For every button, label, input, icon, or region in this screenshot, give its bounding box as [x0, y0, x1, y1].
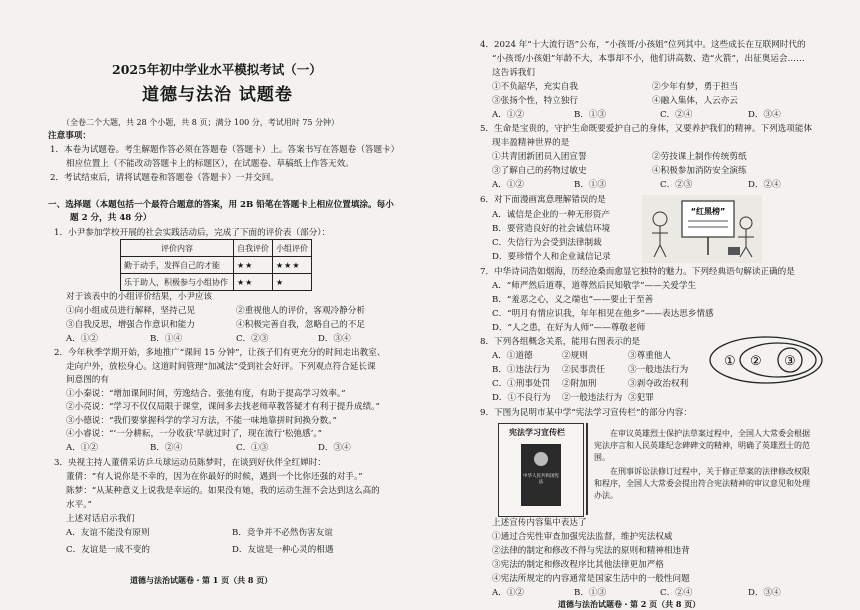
- option: ①不负韶华，充实自我: [492, 82, 578, 92]
- option: ③了解自己的药物过敏史: [492, 166, 587, 176]
- question-stem: 1．小尹参加学校开展的社会实践活动后，完成了下面的评价表（部分）：: [54, 228, 331, 238]
- question-line: 现丰盈精神世界的是: [492, 138, 570, 148]
- answer-choice: C．②③: [236, 334, 269, 344]
- option: ③张扬个性，特立独行: [492, 96, 578, 106]
- question-stem: 9．下图为昆明市某中学“宪法学习宣传栏”的部分内容：: [480, 408, 692, 418]
- option: ②民事责任: [562, 365, 605, 375]
- option: ②附加刑: [562, 379, 597, 389]
- option: B．①违法行为: [492, 365, 550, 375]
- cartoon-label: “红黑榜”: [690, 207, 726, 216]
- question-stem: 6．对下面漫画寓意理解错误的是: [480, 195, 606, 205]
- answer-choice: C．②③: [660, 180, 693, 190]
- option: A．“师严然后道尊，道尊然后民知敬学”——关爱学生: [492, 281, 697, 291]
- constitution-book-image: [521, 444, 561, 506]
- answer-choice: D．③④: [318, 334, 351, 344]
- question-line: 上述对话启示我们: [66, 514, 135, 524]
- option: ②重视他人的评价，客观冷静分析: [236, 306, 365, 316]
- table-header: 小组评价: [273, 240, 312, 257]
- option: B．要营造良好的社会诚信环境: [492, 224, 611, 234]
- option: D．要珍惜个人和企业诚信记录: [492, 252, 611, 262]
- option: C．“明月有情应识我，年年相见在他乡”——表达思乡情感: [492, 309, 714, 319]
- option: ①向小组成员进行解释，坚持己见: [66, 306, 195, 316]
- answer-choice: B．①③: [574, 588, 607, 598]
- option: ③宪法的制定和修改程序比其他法律更加严格: [492, 560, 664, 570]
- section-heading: 一、选择题（本题包括一个最符合题意的答案，用 2B 铅笔在答题卡上相应位置填涂。每小: [48, 200, 394, 210]
- question-line: 2．今年秋季学期开始，多地推广“课间 15 分钟”，让孩子们有更充分的时间走出教室、: [54, 348, 386, 358]
- option: ③剥夺政治权利: [628, 379, 689, 389]
- table-header: 自我评价: [234, 240, 273, 257]
- question-line: 水平。”: [66, 500, 92, 510]
- question-line: ④小睿说：“‘一分耕耘，一分收获’早就过时了，现在流行‘松弛感’。”: [66, 429, 323, 439]
- answer-choice: A．①②: [492, 110, 524, 120]
- question-line: 间意图的有: [66, 375, 109, 385]
- question-line: ③小德说：“我们要掌握科学的学习方法，不能一味地靠拼时间换分数。”: [66, 416, 337, 426]
- answer-choice: A．友谊不能没有原则: [66, 528, 150, 538]
- answer-choice: C．②④: [660, 588, 693, 598]
- answer-choice: D．②④: [748, 180, 781, 190]
- answer-choice: B．①③: [574, 110, 607, 120]
- question-line: 这告诉我们: [492, 68, 535, 78]
- option: C．失信行为会受到法律制裁: [492, 238, 602, 248]
- question-line: 5．生命是宝贵的，守护生命既要爱护自己的身体，又要养护我们的精神。下列选项能体: [480, 124, 813, 134]
- answer-choice: C．友谊是一成不变的: [66, 545, 150, 555]
- emblem-icon: [534, 452, 548, 466]
- board-paragraph: 在审议英雄烈士保护法草案过程中，全国人大常委会根据宪法序言和人民英雄纪念碑碑文的精神，明确了英雄烈士的范围。: [594, 429, 810, 462]
- question-line: ②小亮说：“学习不仅仅局限于课堂，课间多去找老师草教答疑才有利于提升成绩。”: [66, 402, 380, 412]
- venn-diagram: [706, 334, 826, 386]
- option: ④宪法所规定的内容通常是国家生活中的一般性问题: [492, 574, 690, 584]
- option: ③自我反思，增强合作意识和能力: [66, 320, 195, 330]
- page-footer: 道德与法治试题卷・第 1 页（共 8 页）: [130, 575, 273, 585]
- option: ③一般违法行为: [628, 365, 689, 375]
- answer-choice: D．③④: [748, 110, 781, 120]
- answer-choice: C．①③: [236, 443, 269, 453]
- option: A．①道德: [492, 351, 533, 361]
- option: ④积极完善自我，忽略自己的不足: [236, 320, 365, 330]
- option: C．①刑事处罚: [492, 379, 551, 389]
- answer-choice: B．①④: [150, 334, 183, 344]
- question-line: ①小秦说：“增加课间时间，劳逸结合、张弛有度，有助于提高学习效率。”: [66, 389, 346, 399]
- exam-title: 2025年初中学业水平模拟考试（一）: [112, 62, 322, 77]
- page-footer: 道德与法治试题卷・第 2 页（共 8 页）: [558, 599, 701, 609]
- table-cell: 乐于助人，积极参与小组协作: [121, 274, 234, 291]
- answer-choice: A．①②: [492, 588, 524, 598]
- table-cell: 勤于动手，发挥自己的才能: [121, 257, 234, 274]
- option: A．诚信是企业的一种无形资产: [492, 210, 610, 220]
- book-title: 中华人民共和国宪法: [523, 474, 559, 485]
- question-line: “小孩哥/小孩姐”年龄不大，本事却不小，他们讲高数、造“火箭”，出征奥运会……: [492, 54, 805, 64]
- table-cell: ★★: [234, 257, 273, 274]
- board-divider: [586, 423, 588, 515]
- board-paragraph: 在刑事诉讼法修订过程中，关于修正草案的法律修改权限和程序，全国人大常委会提出符合宪法精神的审议意见和处理办法。: [594, 467, 810, 500]
- circle-label: ②: [750, 354, 762, 369]
- answer-choice: B．①③: [574, 180, 607, 190]
- question-line: 4．2024 年“十大流行语”公布，“小孩哥/小孩姐”位列其中。这些成长在互联网时代的: [480, 40, 806, 50]
- credit-cartoon-image: [642, 195, 762, 263]
- option: ②劳技课上制作传统剪纸: [652, 152, 747, 162]
- table-cell: ★★★: [273, 257, 312, 274]
- answer-choice: D．③④: [748, 588, 781, 598]
- option: ②法律的制定和修改不得与宪法的原则和精神相违背: [492, 546, 690, 556]
- question-line: 陈梦：“从某种意义上说我是幸运的。如果没有她，我的运动生涯不会达到这么高的: [66, 486, 380, 496]
- notes-heading: 注意事项：: [48, 131, 91, 141]
- option: ②一般违法行为: [562, 393, 623, 403]
- question-line: 董倩：“有人说你是不幸的，因为在你最好的时候，遇到一个比你还强的对手。”: [66, 472, 363, 482]
- subject-title: 道德与法治 试题卷: [142, 85, 293, 105]
- option: ①通过合宪性审查加强宪法监督，维护宪法权威: [492, 532, 673, 542]
- answer-choice: D．友谊是一种心灵的相遇: [232, 545, 334, 555]
- board-title: 宪法学习宣传栏: [509, 427, 565, 437]
- table-cell: ★★: [234, 274, 273, 291]
- circle-label: ③: [784, 354, 796, 369]
- table-row: [121, 257, 312, 274]
- question-sub: 对于该表中的小组评价结果，小尹应该: [66, 292, 213, 302]
- option: ②规则: [562, 351, 588, 361]
- option: B．“羞恶之心，义之端也”——要止于至善: [492, 295, 654, 305]
- option: D．“人之患，在好为人师”——尊敬老师: [492, 323, 646, 333]
- question-sub: 上述宣传内容集中表达了: [492, 518, 587, 528]
- evaluation-table: [120, 239, 312, 291]
- section-heading: 题 2 分，共 48 分）: [70, 213, 152, 223]
- answer-choice: B．②④: [150, 443, 183, 453]
- exam-info: （全卷二个大题，共 28 个小题，共 8 页；满分 100 分，考试用时 75 分钟）: [62, 118, 340, 127]
- answer-choice: A．①②: [492, 180, 524, 190]
- option: ③尊重他人: [628, 351, 671, 361]
- answer-choice: A．①②: [66, 334, 98, 344]
- page-right: [430, 0, 860, 609]
- table-cell: ★: [273, 274, 312, 291]
- notes-line: 相应位置上（不能改动答题卡上的标题区），在试题卷、草稿纸上作答无效。: [66, 159, 354, 169]
- option: ②少年有梦，勇于担当: [652, 82, 738, 92]
- option: ③犯罪: [628, 393, 654, 403]
- table-row: [121, 274, 312, 291]
- table-header: 评价内容: [121, 240, 234, 257]
- answer-choice: D．③④: [318, 443, 351, 453]
- answer-choice: B．竞争并不必然伤害友谊: [232, 528, 333, 538]
- page-left: [0, 0, 430, 609]
- circle-label: ①: [724, 354, 736, 369]
- option: D．①不良行为: [492, 393, 551, 403]
- option: ④积极参加消防安全演练: [652, 166, 747, 176]
- notes-line: 1．本卷为试题卷。考生解题作答必须在答题卷（答题卡）上。答案书写在答题卷（答题卡）: [50, 145, 400, 155]
- answer-choice: A．①②: [66, 443, 98, 453]
- answer-choice: C．②④: [660, 110, 693, 120]
- option: ④融入集体，人云亦云: [652, 96, 738, 106]
- notes-line: 2．考试结束后，请将试题卷和答题卷（答题卡）一并交回。: [50, 173, 279, 183]
- bulletin-board: [498, 423, 584, 517]
- question-stem: 7．中华诗词浩如烟海，历经沧桑而愈显它独特的魅力。下列经典语句解读正确的是: [480, 267, 795, 277]
- question-line: 走向户外，放松身心。这道时间管理“加减法”受到社会好评。下列观点符合延长课: [66, 362, 376, 372]
- question-line: 3．央视主持人董倩采访乒乓球运动员陈梦时，在谈到好伙伴全红婵时：: [54, 458, 326, 468]
- question-stem: 8．下列各组概念关系，能用右图表示的是: [480, 337, 641, 347]
- option: ①共青团新团员入团宣誓: [492, 152, 587, 162]
